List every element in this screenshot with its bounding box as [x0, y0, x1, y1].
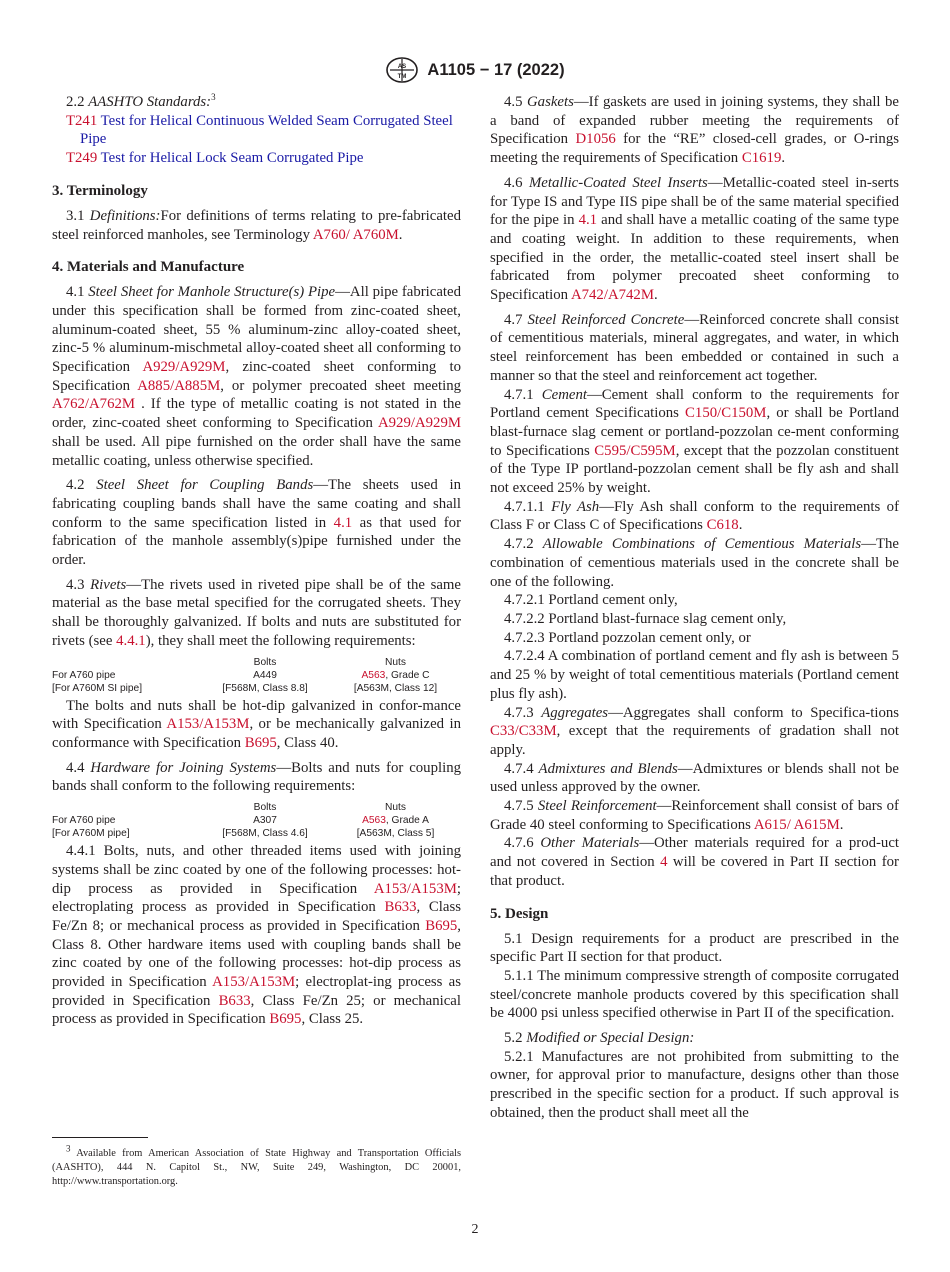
link-b695[interactable]: B695 — [425, 917, 458, 934]
link-c1619[interactable]: C1619 — [741, 150, 782, 167]
right-column — [490, 93, 899, 1123]
table-cell: A563, Grade C — [361, 669, 430, 681]
heading-terminology: 3. Terminology — [52, 182, 148, 199]
link-c150[interactable]: C150/C150M — [685, 405, 767, 422]
link-a885[interactable]: A885/A885M — [137, 377, 221, 394]
link-a929[interactable]: A929/A929M — [377, 415, 461, 432]
table-header: Bolts — [253, 802, 277, 814]
table-cell: [F568M, Class 4.6] — [222, 828, 308, 840]
link-a615[interactable]: A615/ A615M — [753, 816, 840, 833]
para-3-1: 3.1 Definitions:For definitions of terms relating to pre-fabricated steel reinforced manholes, see Terminology A760/ A760M. — [52, 207, 461, 243]
table-header: Bolts — [253, 656, 277, 668]
para-4-3: 4.3 Rivets—The rivets used in riveted pipe shall be of the same material as the base metal specified for the corrugated sheets. They shall be thoroughly galvanized. If bolts and nuts are substituted for rivets (see 4.4.1), they shall meet the following requirements: — [52, 576, 462, 649]
para-4-6: 4.6 Metallic-Coated Steel Inserts—Metallic-coated steel in-serts for Type IS and Type IIS pipe shall be of the same material specified for the pipe in 4.1 and shall have a metallic coating of the same type and coating weight. In addition to these requirements, when specified in the order, the metallic-coated steel insert shall be fabricated from polymer precoated sheet conforming to Specification A742/A742M. — [490, 174, 899, 304]
reference-t241[interactable]: T241 Test for Helical Continuous Welded Seam Corrugated Steel Pipe — [66, 112, 453, 148]
para-4-7-3: 4.7.3 Aggregates—Aggregates shall conform to Specifica-tions C33/C33M, except that the requirements of gradation shall not apply. — [490, 704, 899, 758]
para-5-2-1: 5.2.1 Manufactures are not prohibited from submitting to the owner, for approval prior to manufacture, designs other than those prescribed in the specific section for a product. If such approval is obtained, then the product shall meet all the — [490, 1048, 899, 1121]
link-a153[interactable]: A153/A153M — [166, 716, 250, 733]
para-4-7-1: 4.7.1 Cement—Cement shall conform to the requirements for Portland cement Specifications C150/C150M, or shall be Portland blast-furnace slag cement or portland-pozzolan ce-ment conforming to Specifications C595/C595M, except that the pozzolan constituent of the Type IP portland-pozzolan cement shall be fly ash and shall not exceed 25% by weight. — [490, 386, 899, 497]
table-cell: [For A760M pipe] — [52, 828, 130, 840]
link-b633[interactable]: B633 — [218, 992, 251, 1009]
table-header — [52, 656, 200, 669]
link-c33[interactable]: C33/C33M — [490, 723, 557, 740]
para-4-7-6: 4.7.6 Other Materials—Other materials required for a prod-uct and not covered in Section 4 will be covered in Part II section for that product. — [490, 835, 899, 889]
astm-logo-icon — [385, 56, 419, 84]
para-4-2: 4.2 Steel Sheet for Coupling Bands—The sheets used in fabricating coupling bands shall have the same coating and shall conform to the same specification listed in 4.1 as that used for fabrication of the manhole assembly(s)pipe furnished under the order. — [52, 477, 461, 569]
para-4-5: 4.5 Gaskets—If gaskets are used in joining systems, they shall be a band of expanded rubber meeting the requirements of Specification D1056 for the “RE” closed-cell grades, or O-rings meeting the requirements of Specification C1619. — [490, 94, 899, 167]
document-designation: A1105 − 17 (2022) — [427, 60, 565, 79]
link-a742[interactable]: A742/A742M — [570, 287, 654, 304]
link-a929[interactable]: A929/A929M — [142, 359, 226, 376]
link-a760[interactable]: A760/ A760M — [312, 226, 399, 243]
svg-text:TM: TM — [398, 74, 407, 80]
table-cell: [A563M, Class 5] — [356, 828, 435, 840]
table-cell: For A760 pipe — [52, 815, 116, 827]
table-cell: A449 — [253, 669, 277, 681]
para-4-1: 4.1 Steel Sheet for Manhole Structure(s) Pipe—All pipe fabricated under this specification shall be formed from zinc-coated sheet, aluminum-coated sheet, 55 % aluminum-zinc alloy-coated sheet, zinc-5 % aluminum-mischmetal alloy-coated sheet all conforming to Specification A929/A929M, zinc-coated sheet conforming to Specification A885/A885M, or polymer precoated sheet meeting A762/A762M . If the type of metallic coating is not stated in the order, zinc-coated sheet conforming to Specification A929/A929M shall be used. All pipe furnished on the order shall have the same metallic coating, unless otherwise specified. — [52, 284, 461, 469]
para-5-1-1: 5.1.1 The minimum compressive strength of composite corrugated steel/concrete manhole products covered by this specification shall be 4000 psi unless specified otherwise in Part II of the specification. — [490, 967, 899, 1022]
table-cell: [A563M, Class 12] — [353, 682, 438, 694]
para-5-2: 5.2 Modified or Special Design: — [504, 1030, 695, 1047]
list-item: 4.7.2.4 A combination of portland cement and fly ash is between 5 and 25 % by weight of total cementitious materials (Portland cement plus fly ash). — [490, 648, 899, 702]
para-4-3-galvanize: The bolts and nuts shall be hot-dip galvanized in confor-mance with Specification A153/A153M, or be mechanically galvanized in conformance with Specification B695, Class 40. — [52, 697, 461, 751]
para-4-7-5: 4.7.5 Steel Reinforcement—Reinforcement shall consist of bars of Grade 40 steel conforming to Specifications A615/ A615M. — [490, 798, 899, 833]
table-cell: For A760 pipe — [52, 669, 116, 681]
left-column — [52, 93, 461, 1029]
table-header — [52, 801, 200, 814]
table-header: Nuts — [385, 656, 406, 668]
table-row — [52, 682, 461, 695]
reference-t249[interactable]: T249 Test for Helical Lock Seam Corrugated Pipe — [66, 150, 364, 167]
para-4-7-1-1: 4.7.1.1 Fly Ash—Fly Ash shall conform to the requirements of Class F or Class C of Specifications C618. — [490, 498, 899, 534]
page-number: 2 — [471, 1222, 479, 1237]
heading-design: 5. Design — [490, 905, 549, 922]
table-cell: A307 — [253, 815, 277, 827]
link-c595[interactable]: C595/C595M — [594, 442, 676, 459]
link-a563[interactable]: A563 — [361, 669, 386, 681]
table-cell: [F568M, Class 8.8] — [222, 682, 308, 694]
table-cell: A563, Grade A — [362, 815, 429, 827]
footnote-divider — [52, 1137, 148, 1138]
para-4-4: 4.4 Hardware for Joining Systems—Bolts and nuts for coupling bands shall conform to the following requirements: — [52, 759, 461, 795]
link-4-1[interactable]: 4.1 — [333, 514, 353, 531]
list-item: 4.7.2.2 Portland blast-furnace slag cement only, — [504, 610, 787, 627]
bolts-nuts-table-hardware — [52, 801, 461, 840]
section-2-2: 2.2 AASHTO Standards:$^3$ — [66, 92, 216, 110]
para-4-7: 4.7 Steel Reinforced Concrete—Reinforced concrete shall consist of cementitious materials, mineral aggregates, and water, in which steel reinforcement has been embedded or contained in such a manner so that the steel and reinforcement act together. — [490, 311, 899, 384]
link-a563[interactable]: A563 — [362, 815, 386, 827]
footnote-3: $^3$ Available from American Association of State Highway and Transportation Officials (AASHTO), 444 N. Capitol St., NW, Suite 249, Washington, DC 20001, http://www.transportation.org. — [52, 1143, 461, 1187]
link-a153[interactable]: A153/A153M — [212, 974, 296, 991]
table-row — [52, 827, 461, 840]
link-a762[interactable]: A762/A762M — [52, 396, 136, 413]
para-4-4-1: 4.4.1 Bolts, nuts, and other threaded items used with joining systems shall be zinc coated by one of the following processes: hot-dip process as provided in Specification A153/A153M; electroplating process as provided in Specification B633, Class Fe/Zn 8; or mechanical process as provided in Specification B695, Class 8. Other hardware items used with coupling bands shall be zinc coated by one of the following processes: hot-dip process as provided in Specification A153/A153M; electroplat-ing process as provided in Specification B633, Class Fe/Zn 25; or mechanical process as provided in Specification B695, Class 25. — [52, 843, 461, 1028]
link-section-4[interactable]: 4 — [660, 854, 668, 871]
svg-text:AS: AS — [398, 64, 407, 70]
link-c618[interactable]: C618 — [706, 517, 739, 534]
heading-materials: 4. Materials and Manufacture — [52, 259, 245, 276]
table-header: Nuts — [385, 802, 406, 814]
link-4-4-1[interactable]: 4.4.1 — [116, 632, 146, 649]
link-a153[interactable]: A153/A153M — [373, 880, 457, 897]
link-b695[interactable]: B695 — [244, 734, 277, 751]
para-4-7-2: 4.7.2 Allowable Combinations of Cementious Materials—The combination of cementious materials used in the concrete shall be one of the following. — [490, 536, 899, 590]
link-4-1[interactable]: 4.1 — [578, 212, 598, 229]
bolts-nuts-table-rivets — [52, 656, 461, 695]
list-item: 4.7.2.3 Portland pozzolan cement only, or — [504, 629, 751, 646]
link-b633[interactable]: B633 — [384, 899, 417, 916]
link-d1056[interactable]: D1056 — [575, 131, 616, 148]
table-row — [52, 669, 461, 682]
table-cell: [For A760M SI pipe] — [52, 682, 143, 694]
para-4-7-4: 4.7.4 Admixtures and Blends—Admixtures or blends shall not be used unless approved by the owner. — [490, 760, 899, 796]
table-row — [52, 814, 461, 827]
list-item: 4.7.2.1 Portland cement only, — [504, 592, 678, 609]
link-b695[interactable]: B695 — [269, 1011, 302, 1028]
page-header — [0, 56, 950, 89]
para-5-1: 5.1 Design requirements for a product are prescribed in the specific Part II section for that product. — [490, 930, 899, 966]
